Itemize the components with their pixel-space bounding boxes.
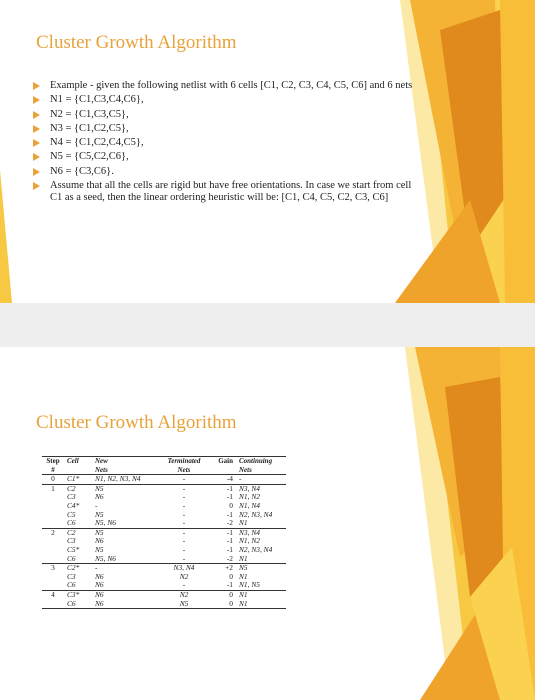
header-gain: Gain	[212, 457, 236, 466]
bullet-arrow-icon	[33, 82, 40, 90]
gain-value: -1	[226, 580, 233, 590]
bullet-arrow-icon	[33, 182, 40, 190]
step-cell	[42, 600, 64, 609]
header-terminated-sub: Nets	[156, 466, 212, 475]
step-cell: 0	[42, 475, 64, 485]
bullet-item	[30, 80, 415, 92]
new-nets: -	[95, 500, 98, 510]
cell-name: C3*	[64, 590, 92, 599]
terminated-nets: N3, N4	[156, 564, 212, 573]
cell-name: C1*	[64, 475, 92, 485]
cell-name: C3	[67, 536, 76, 546]
bullet-text: N3 = {C1,C2,C5},	[50, 122, 129, 134]
terminated-nets: -	[156, 484, 212, 493]
gain-value: -4	[212, 475, 236, 485]
new-nets: N6	[95, 571, 104, 581]
continuing-nets: N1, N5	[239, 580, 260, 590]
table-row	[42, 546, 286, 555]
table-row	[42, 600, 286, 609]
cell-name: C2*	[64, 564, 92, 573]
table-row	[42, 475, 286, 485]
continuing-nets: N2, N3, N4	[239, 544, 273, 554]
new-nets: N6	[92, 590, 156, 599]
terminated-nets: -	[182, 536, 186, 546]
cluster-growth-table	[42, 456, 286, 609]
gain-value: -1	[226, 536, 233, 546]
new-nets: N5	[95, 509, 104, 519]
terminated-nets: -	[182, 553, 186, 563]
bullet-arrow-icon	[33, 111, 40, 119]
continuing-nets: N1	[236, 600, 286, 609]
header-continuing: Continuing	[236, 457, 286, 466]
header-new-sub: Nets	[92, 466, 156, 475]
continuing-nets: N1	[236, 590, 286, 599]
step-cell	[42, 537, 64, 546]
gain-value: -1	[212, 484, 236, 493]
continuing-nets: N1	[239, 571, 248, 581]
bullet-item	[30, 180, 415, 205]
gain-value: -1	[226, 492, 233, 502]
gain-value: +2	[212, 564, 236, 573]
step-cell	[42, 502, 64, 511]
slide-1-title: Cluster Growth Algorithm	[36, 32, 237, 53]
cell-name: C4*	[67, 500, 80, 510]
terminated-nets: -	[182, 518, 186, 528]
table-row	[42, 511, 286, 520]
cell-name: C3	[67, 571, 76, 581]
new-nets: N5, N6	[95, 553, 116, 563]
continuing-nets: N1	[239, 518, 248, 528]
gain-value: 0	[229, 571, 233, 581]
slide-2-title: Cluster Growth Algorithm	[36, 412, 237, 433]
gain-value: -1	[212, 528, 236, 537]
table-row	[42, 564, 286, 573]
table-row	[42, 590, 286, 599]
bullet-arrow-icon	[33, 96, 40, 104]
step-cell: 4	[42, 590, 64, 599]
bullet-arrow-icon	[33, 168, 40, 176]
gain-value: -2	[226, 518, 233, 528]
table-row	[42, 519, 286, 528]
terminated-nets: -	[182, 544, 186, 554]
terminated-nets: -	[156, 528, 212, 537]
new-nets: N6	[92, 600, 156, 609]
step-cell: 1	[42, 484, 64, 493]
cell-name: C6	[67, 553, 76, 563]
bullet-item	[30, 123, 415, 135]
gain-value: -2	[226, 553, 233, 563]
step-cell	[42, 511, 64, 520]
gain-value: -1	[226, 544, 233, 554]
bullet-item	[30, 137, 415, 149]
cell-name: C5*	[67, 544, 80, 554]
gain-value: 0	[229, 500, 233, 510]
terminated-nets: -	[182, 580, 186, 590]
bullet-list	[30, 80, 415, 207]
table-header-row	[42, 457, 286, 466]
continuing-nets: -	[236, 475, 286, 485]
bullet-arrow-icon	[33, 153, 40, 161]
slide-1	[0, 0, 535, 303]
bullet-text: N4 = {C1,C2,C4,C5},	[50, 137, 144, 149]
continuing-nets: N3, N4	[236, 484, 286, 493]
new-nets: N5	[92, 484, 156, 493]
new-nets: N5	[95, 544, 104, 554]
terminated-nets: N5	[156, 600, 212, 609]
cell-name: C6	[67, 518, 76, 528]
new-nets: N1, N2, N3, N4	[92, 475, 156, 485]
bullet-text: N2 = {C1,C3,C5},	[50, 108, 129, 120]
new-nets: -	[92, 564, 156, 573]
bullet-item	[30, 109, 415, 121]
cell-name: C6	[67, 580, 76, 590]
new-nets: N5	[92, 528, 156, 537]
terminated-nets: N2	[179, 571, 189, 581]
header-new: New	[92, 457, 156, 466]
slide-2	[0, 347, 535, 700]
bullet-item	[30, 151, 415, 163]
gain-value: 0	[212, 590, 236, 599]
cell-name: C2	[64, 484, 92, 493]
header-continuing-sub: Nets	[236, 466, 286, 475]
table-body	[42, 475, 286, 609]
cell-name: C6	[64, 600, 92, 609]
bullet-item	[30, 94, 415, 106]
new-nets: N6	[95, 536, 104, 546]
step-cell: 3	[42, 564, 64, 573]
header-cell: Cell	[64, 457, 92, 466]
header-step: Step	[42, 457, 64, 466]
cell-name: C5	[67, 509, 76, 519]
bullet-text: N6 = {C3,C6}.	[50, 165, 114, 177]
bullet-text: N1 = {C1,C3,C4,C6},	[50, 94, 144, 106]
gain-value: 0	[212, 600, 236, 609]
step-cell	[42, 519, 64, 528]
terminated-nets: -	[182, 500, 186, 510]
bullet-item	[30, 166, 415, 178]
cell-name: C3	[67, 492, 76, 502]
continuing-nets: N1, N2	[239, 536, 260, 546]
gain-value: -1	[226, 509, 233, 519]
cell-name: C2	[64, 528, 92, 537]
continuing-nets: N3, N4	[236, 528, 286, 537]
continuing-nets: N1	[239, 553, 248, 563]
new-nets: N6	[95, 580, 104, 590]
step-cell	[42, 546, 64, 555]
step-cell	[42, 493, 64, 502]
bullet-arrow-icon	[33, 125, 40, 133]
continuing-nets: N2, N3, N4	[239, 509, 273, 519]
continuing-nets: N1, N4	[239, 500, 260, 510]
header-terminated: Terminated	[156, 457, 212, 466]
terminated-nets: -	[156, 475, 212, 485]
bullet-arrow-icon	[33, 139, 40, 147]
new-nets: N6	[95, 492, 104, 502]
continuing-nets: N5	[236, 564, 286, 573]
bullet-text: N5 = {C5,C2,C6},	[50, 151, 129, 163]
step-cell	[42, 573, 64, 582]
new-nets: N5, N6	[95, 518, 116, 528]
step-cell: 2	[42, 528, 64, 537]
bullet-text: Assume that all the cells are rigid but have free orientations. In case we start from cell C1 as a seed, then the linear ordering heuristic will be: [C1, C4, C5, C2, C3, C6]	[50, 180, 412, 204]
continuing-nets: N1, N2	[239, 492, 260, 502]
terminated-nets: N2	[156, 590, 212, 599]
header-step-sub: #	[42, 466, 64, 475]
terminated-nets: -	[182, 509, 186, 519]
bullet-text: Example - given the following netlist with 6 cells [C1, C2, C3, C4, C5, C6] and 6 nets	[50, 80, 413, 91]
terminated-nets: -	[182, 492, 186, 502]
